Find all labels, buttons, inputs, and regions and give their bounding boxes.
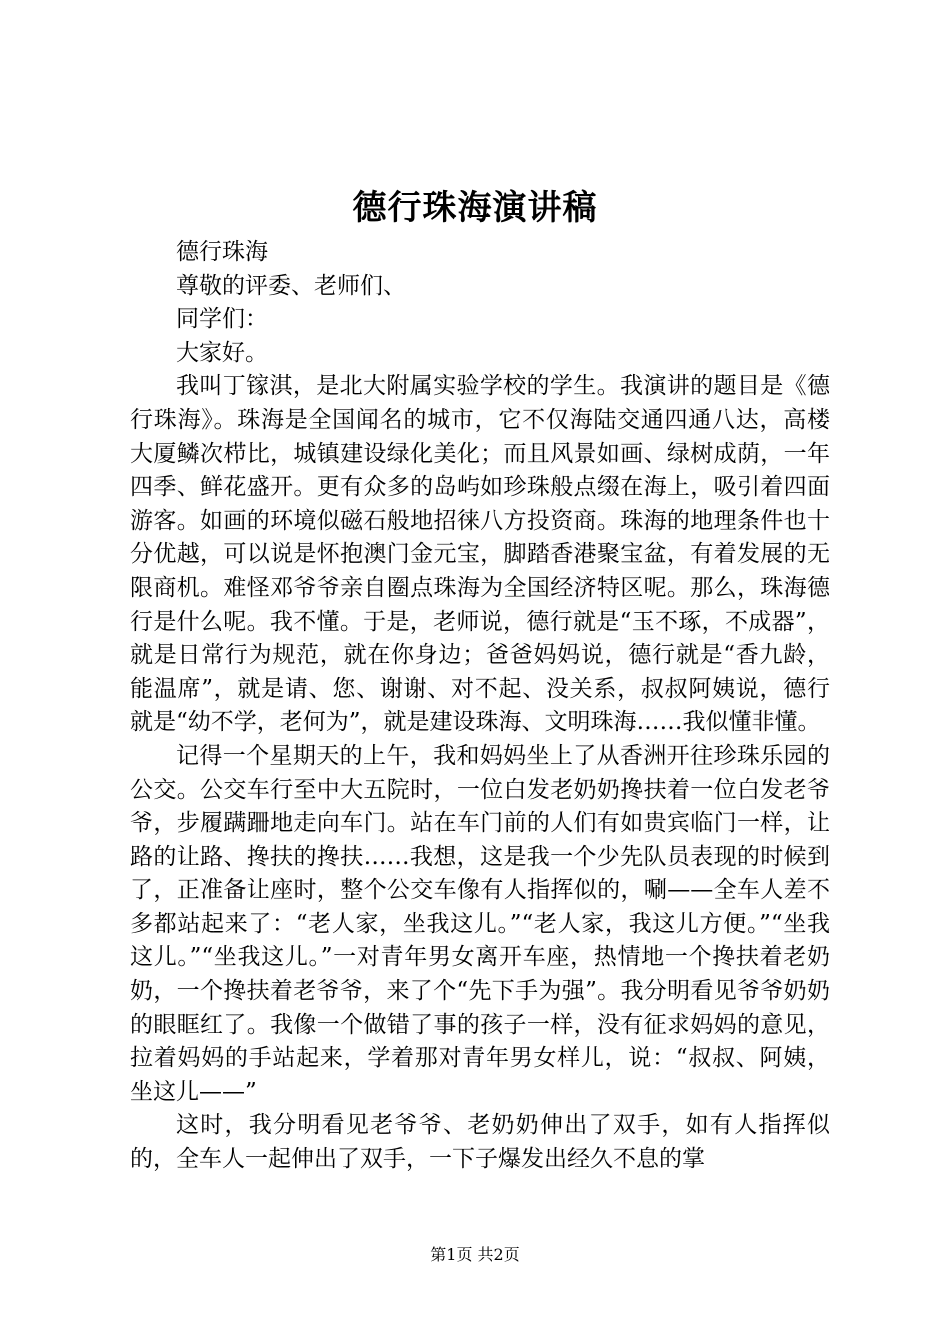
page-number-footer: 第1页 共2页 xyxy=(430,1245,520,1264)
paragraph-body: 这时，我分明看见老爷爷、老奶奶伸出了双手，如有人指挥似的，全车人一起伸出了双手，一下子爆发出经久不息的掌 xyxy=(130,1112,830,1173)
paragraph-body: 我叫丁镓淇，是北大附属实验学校的学生。我演讲的题目是《德行珠海》。珠海是全国闻名的城市，它不仅海陆交通四通八达，高楼大厦鳞次栉比，城镇建设绿化美化；而且风景如画、绿树成荫，一年四季、鲜花盛开。更有众多的岛屿如珍珠般点缀在海上，吸引着四面游客。如画的环境似磁石般地招徕八方投资商。珠海的地理条件也十分优越，可以说是怀抱澳门金元宝，脚踏香港聚宝盆，有着发展的无限商机。难怪邓爷爷亲自圈点珠海为全国经济特区呢。那么，珠海德行是什么呢。我不懂。于是，老师说，德行就是“玉不琢，不成器”，就是日常行为规范，就在你身边；爸爸妈妈说，德行就是“香九龄，能温席”，就是请、您、谢谢、对不起、没关系，叔叔阿姨说，德行就是“幼不学，老何为”，就是建设珠海、文明珠海……我似懂非懂。 xyxy=(130,373,830,736)
document-title: 德行珠海演讲稿 xyxy=(352,188,598,228)
paragraph-heading: 德行珠海 xyxy=(176,239,268,265)
paragraph-body: 记得一个星期天的上午，我和妈妈坐上了从香洲开往珍珠乐园的公交。公交车行至中大五院时，一位白发老奶奶搀扶着一位白发老爷爷，步履蹒跚地走向车门。站在车门前的人们有如贵宾临门一样，让路的让路、搀扶的搀扶……我想，这是我一个少先队员表现的时候到了，正准备让座时，整个公交车像有人指挥似的，唰——全车人差不多都站起来了：“老人家，坐我这儿。”“老人家，我这儿方便。”“坐我这儿。”“坐我这儿。”一对青年男女离开车座，热情地一个搀扶着老奶奶，一个搀扶着老爷爷，来了个“先下手为强”。我分明看见爷爷奶奶的眼眶红了。我像一个做错了事的孩子一样，没有征求妈妈的意见，拉着妈妈的手站起来，学着那对青年男女样儿，说：“叔叔、阿姨，坐这儿——” xyxy=(130,742,830,1105)
paragraph-salutation-cont: 同学们： xyxy=(176,306,268,333)
paragraph-salutation: 尊敬的评委、老师们、 xyxy=(176,272,406,299)
paragraph-greeting: 大家好。 xyxy=(176,339,268,366)
document-body xyxy=(130,236,830,1177)
